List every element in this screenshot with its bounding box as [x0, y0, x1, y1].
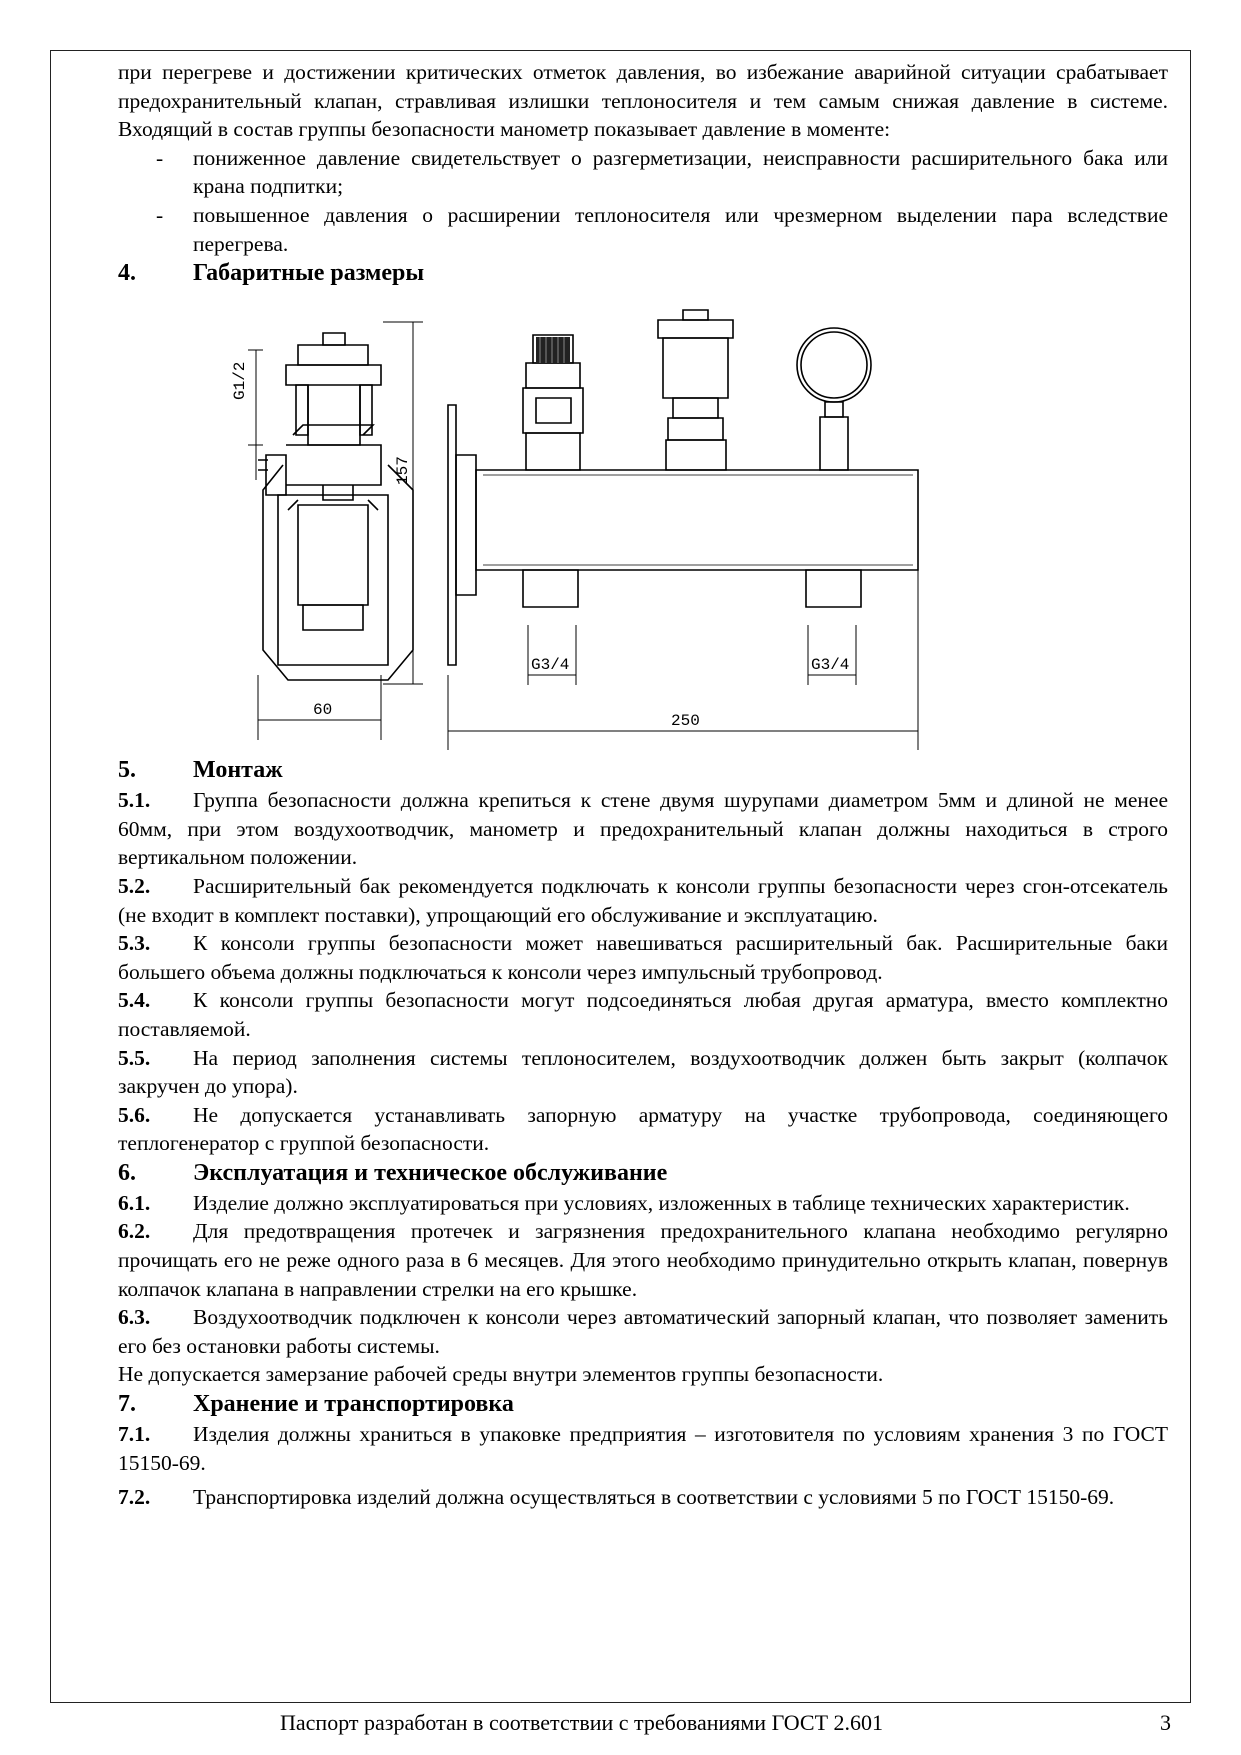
section-6-heading: 6. Эксплуатация и техническое обслуживание [118, 1159, 668, 1186]
document-body [118, 58, 1168, 1512]
paragraph-6-note: Не допускается замерзание рабочей среды внутри элементов группы безопасности. [118, 1362, 884, 1387]
dimension-lines [248, 322, 918, 750]
paragraph-7-1: 7.1. Изделия должны храниться в упаковке предприятия – изготовителя по условиям хранения 3 по ГОСТ 15150-69. [118, 1422, 1168, 1475]
width-label-60: 60 [313, 701, 333, 720]
paragraph-5-3: 5.3. К консоли группы безопасности может навешиваться расширительный бак. Расширительные баки большего объема должны подключаться к консоли через импульсный трубопровод. [118, 931, 1168, 984]
footer-text: Паспорт разработан в соответствии с требованиями ГОСТ 2.601 [280, 1710, 884, 1735]
paragraph-5-6: 5.6. Не допускается устанавливать запорную арматуру на участке трубопровода, соединяющего теплогенератор с группой безопасности. [118, 1102, 1168, 1156]
paragraph-5-1: 5.1. Группа безопасности должна крепиться к стене двумя шурупами диаметром 5мм и длиной не менее 60мм, при этом воздухоотводчик, манометр и предохранительный клапан должны находиться в строго вертикальном положении. [118, 788, 1168, 870]
section-7-heading: 7. Хранение и транспортировка [118, 1391, 514, 1418]
height-label: 157 [394, 456, 412, 486]
list-item: - повышенное давления о расширении теплоносителя или чрезмерном выделении пара вследствие перегрева. [156, 202, 1168, 256]
thread-label-g12: G1/2 [231, 361, 249, 401]
paragraph-5-4: 5.4. К консоли группы безопасности могут подсоединяться любая другая арматура, вместо комплектно поставляемой. [118, 988, 1168, 1041]
intro-paragraph: при перегреве и достижении критических отметок давления, во избежание аварийной ситуации срабатывает предохранительный клапан, стравливая излишки теплоносителя и тем самым снижая давление в системе. Входящий в состав группы безопасности манометр показывает давление в моменте: [118, 60, 1168, 142]
dimensions-drawing [118, 295, 1168, 755]
thread-label-g34-left: G3/4 [531, 656, 570, 675]
paragraph-6-3: 6.3. Воздухоотводчик подключен к консоли через автоматический запорный клапан, что позволяет заменить его без остановки работы системы. [118, 1305, 1168, 1358]
section-5-heading: 5. Монтаж [118, 757, 283, 784]
side-view [258, 333, 413, 680]
technical-drawing [118, 295, 1168, 755]
paragraph-6-2: 6.2. Для предотвращения протечек и загрязнения предохранительного клапана необходимо регулярно прочищать его не реже одного раза в 6 месяцев. Для этого необходимо принудительно открыть клапан, повернув колпачок клапана в направлении стрелки на его крышке. [118, 1219, 1168, 1301]
intro-bullet-list [118, 144, 1168, 258]
front-view [448, 310, 918, 665]
thread-label-g34-right: G3/4 [811, 656, 850, 675]
paragraph-6-1: 6.1. Изделие должно эксплуатироваться при условиях, изложенных в таблице технических характеристик. [118, 1190, 1130, 1215]
paragraph-5-5: 5.5. На период заполнения системы теплоносителем, воздухоотводчик должен быть закрыт (колпачок закручен до упора). [118, 1045, 1168, 1099]
page-number: 3 [1160, 1710, 1171, 1735]
valve-knob [536, 337, 570, 363]
paragraph-5-2: 5.2. Расширительный бак рекомендуется подключать к консоли группы безопасности через сгон-отсекатель (не входит в комплект поставки), упрощающий его обслуживание и эксплуатацию. [118, 873, 1168, 927]
width-label-250: 250 [671, 712, 700, 731]
list-item: - пониженное давление свидетельствует о разгерметизации, неисправности расширительного бака или крана подпитки; [156, 145, 1168, 199]
paragraph-7-2: 7.2. Транспортировка изделий должна осуществляться в соответствии с условиями 5 по ГОСТ 15150-69. [118, 1485, 1115, 1510]
section-4-heading: 4. Габаритные размеры [118, 260, 425, 287]
